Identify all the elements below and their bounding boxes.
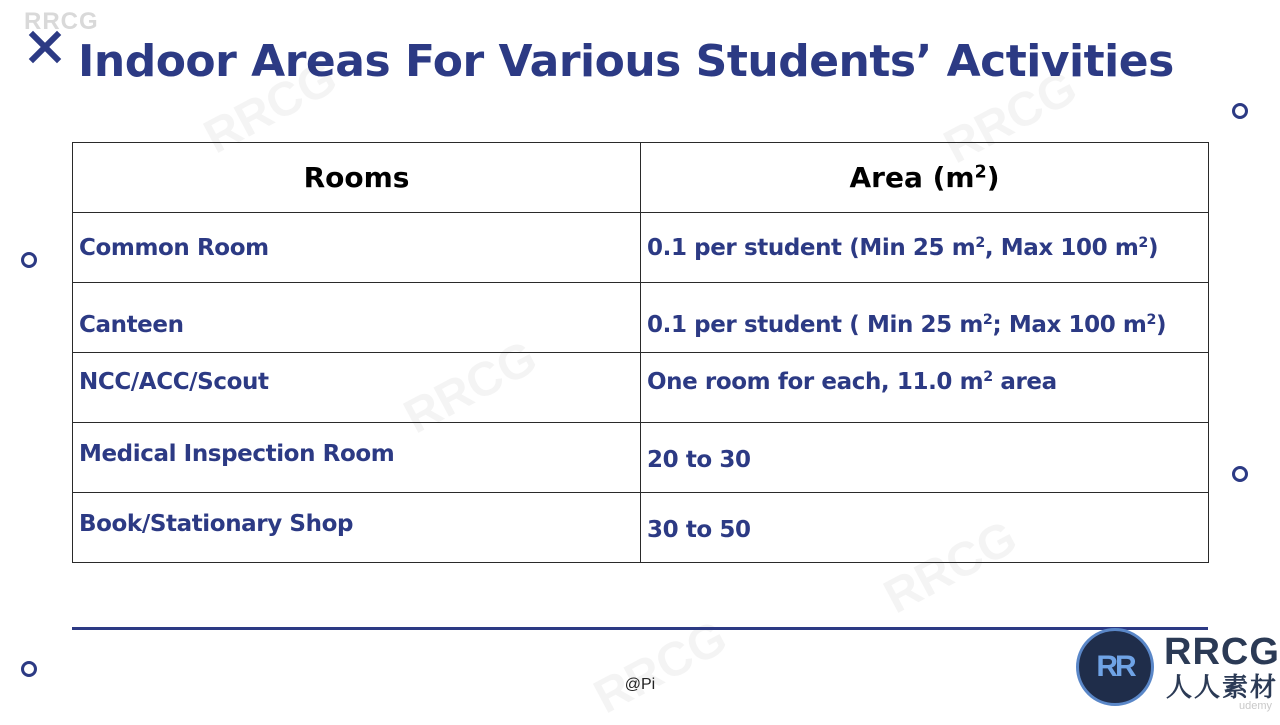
footer-divider <box>72 627 1208 630</box>
ring-dot-icon <box>1232 466 1248 482</box>
area-cell: 0.1 per student (Min 25 $m^2$, Max 100 $m^2$) <box>641 213 1209 283</box>
table-row <box>73 493 1209 563</box>
slide-title: Indoor Areas For Various Students’ Activities <box>78 36 1174 87</box>
area-cell: One room for each, 11.0 $m^2$ area <box>641 353 1209 423</box>
table-row <box>73 213 1209 283</box>
logo-subtext: 人人素材 <box>1166 672 1279 702</box>
area-cell: 0.1 per student ( Min 25 $m^2$; Max 100 $m^2$) <box>641 283 1209 353</box>
logo-badge: RR <box>1076 628 1154 706</box>
header-rooms: Rooms <box>73 143 641 213</box>
table-header-row <box>73 143 1209 213</box>
room-cell: Common Room <box>73 213 641 283</box>
ring-dot-icon <box>21 252 37 268</box>
platform-mark: udemy <box>1238 700 1272 712</box>
room-cell: Medical Inspection Room <box>73 423 641 493</box>
room-cell: NCC/ACC/Scout <box>73 353 641 423</box>
logo-text: RRCG <box>1164 631 1280 673</box>
ring-dot-icon <box>1232 103 1248 119</box>
table-row <box>73 353 1209 423</box>
room-cell: Book/Stationary Shop <box>73 493 641 563</box>
table-row <box>73 423 1209 493</box>
ring-dot-icon <box>21 661 37 677</box>
header-area: Area $(m^2)$ <box>641 143 1209 213</box>
area-cell: 30 to 50 <box>641 493 1209 563</box>
footer-credit: @Pi <box>624 676 656 693</box>
room-cell: Canteen <box>73 283 641 353</box>
close-icon[interactable] <box>28 30 62 64</box>
area-cell: 20 to 30 <box>641 423 1209 493</box>
table-row <box>73 283 1209 353</box>
area-table <box>72 142 1209 563</box>
corner-watermark: RRCG <box>24 8 99 35</box>
